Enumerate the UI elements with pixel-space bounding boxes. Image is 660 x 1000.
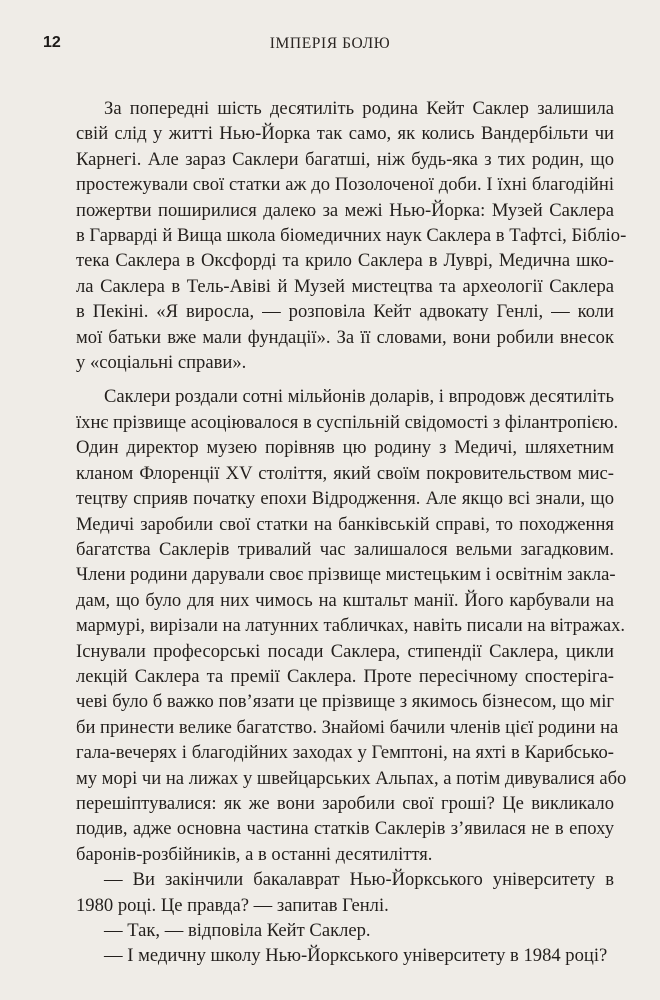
body-text — [76, 96, 627, 969]
text-line: тецтву сприяв початку епохи Відродження. Але якщо всі знали, що — [76, 488, 614, 510]
text-line: їхнє прізвище асоціювалося в суспільній свідомості з філантропією. — [76, 411, 619, 433]
paragraph — [76, 384, 627, 867]
dialogue-paragraph — [76, 918, 614, 943]
text-line: в Гарварді й Вища школа біомедичних наук Саклера в Тафтсі, Бібліо- — [76, 225, 627, 247]
text-line: мої батьки вже мали фундації». За її словами, вони робили внесок — [76, 326, 614, 348]
text-line: у «соціальні справи». — [76, 352, 247, 374]
text-line: — І медичну школу Нью-Йоркського університету в 1984 році? — [104, 945, 608, 967]
text-line: баронів-розбійників, а в останні десятиліття. — [76, 843, 433, 865]
text-line: му морі чи на лижах у швейцарських Альпах, а потім дивувалися або — [76, 767, 627, 789]
page-number: 12 — [43, 34, 61, 51]
text-line: би принести велике багатство. Знайомі бачили членів цієї родини на — [76, 716, 619, 738]
text-line: чеві було б важко пов’язати це прізвище з якимось бізнесом, що міг — [76, 691, 614, 713]
text-line: кланом Флоренції XV століття, який своїм покровительством мис- — [76, 462, 614, 484]
text-line: перешіптувалися: як же вони заробили свої гроші? Це викликало — [76, 792, 614, 814]
text-line: Медичі заробили свої статки на банківській справі, то походження — [76, 513, 614, 535]
text-line: — Ви закінчили бакалаврат Нью-Йоркського університету в — [104, 869, 614, 891]
text-line: лекцій Саклера та премії Саклера. Проте пересічному спостеріга- — [76, 665, 614, 687]
text-line: подив, адже основна частина статків Саклерів з’явилася не в епоху — [76, 818, 614, 840]
text-line: мармурі, вирізали на латунних табличках, навіть писали на вітражах. — [76, 615, 626, 637]
text-line: Члени родини дарували своє прізвище мистецьким і освітнім закла- — [76, 564, 616, 586]
text-line: простежували свої статки аж до Позолоченої доби. І їхні благодійні — [76, 174, 614, 196]
text-line: ла Саклера в Тель-Авіві й Музей мистецтва та археології Саклера — [76, 275, 614, 297]
text-line: За попередні шість десятиліть родина Кейт Саклер залишила — [104, 98, 614, 119]
dialogue-paragraph — [76, 867, 614, 918]
text-line: дам, що було для них чимось на кштальт манії. Його карбували на — [76, 589, 614, 611]
text-line: в Пекіні. «Я виросла, — розповіла Кейт адвокату Генлі, — коли — [76, 301, 614, 323]
text-line: — Так, — відповіла Кейт Саклер. — [104, 920, 371, 941]
text-line: пожертви поширилися далеко за межі Нью-Йорка: Музей Саклера — [76, 199, 614, 221]
dialogue-paragraph — [76, 943, 614, 968]
text-line: тека Саклера в Оксфорді та крило Саклера в Луврі, Медична шко- — [76, 250, 614, 272]
text-line: Саклери роздали сотні мільйонів доларів, і впродовж десятиліть — [104, 386, 614, 408]
text-line: Карнегі. Але зараз Саклери багатші, ніж будь-яка з тих родин, що — [76, 148, 614, 170]
running-title: ІМПЕРІЯ БОЛЮ — [269, 35, 391, 52]
page-header — [0, 34, 660, 58]
text-line: гала-вечерях і благодійних заходах у Гемптоні, на яхті в Карибсько- — [76, 742, 614, 764]
text-line: Один директор музею порівняв цю родину з Медичі, шляхетним — [76, 437, 614, 459]
text-line: свій слід у житті Нью-Йорка так само, як колись Вандербільти чи — [76, 123, 614, 145]
text-line: багатства Саклерів тривалий час залишалося вельми загадковим. — [76, 538, 614, 560]
text-line: 1980 році. Це правда? — запитав Генлі. — [76, 894, 389, 916]
text-line: Існували професорські посади Саклера, стипендії Саклера, цикли — [76, 640, 614, 662]
paragraph — [76, 96, 627, 375]
